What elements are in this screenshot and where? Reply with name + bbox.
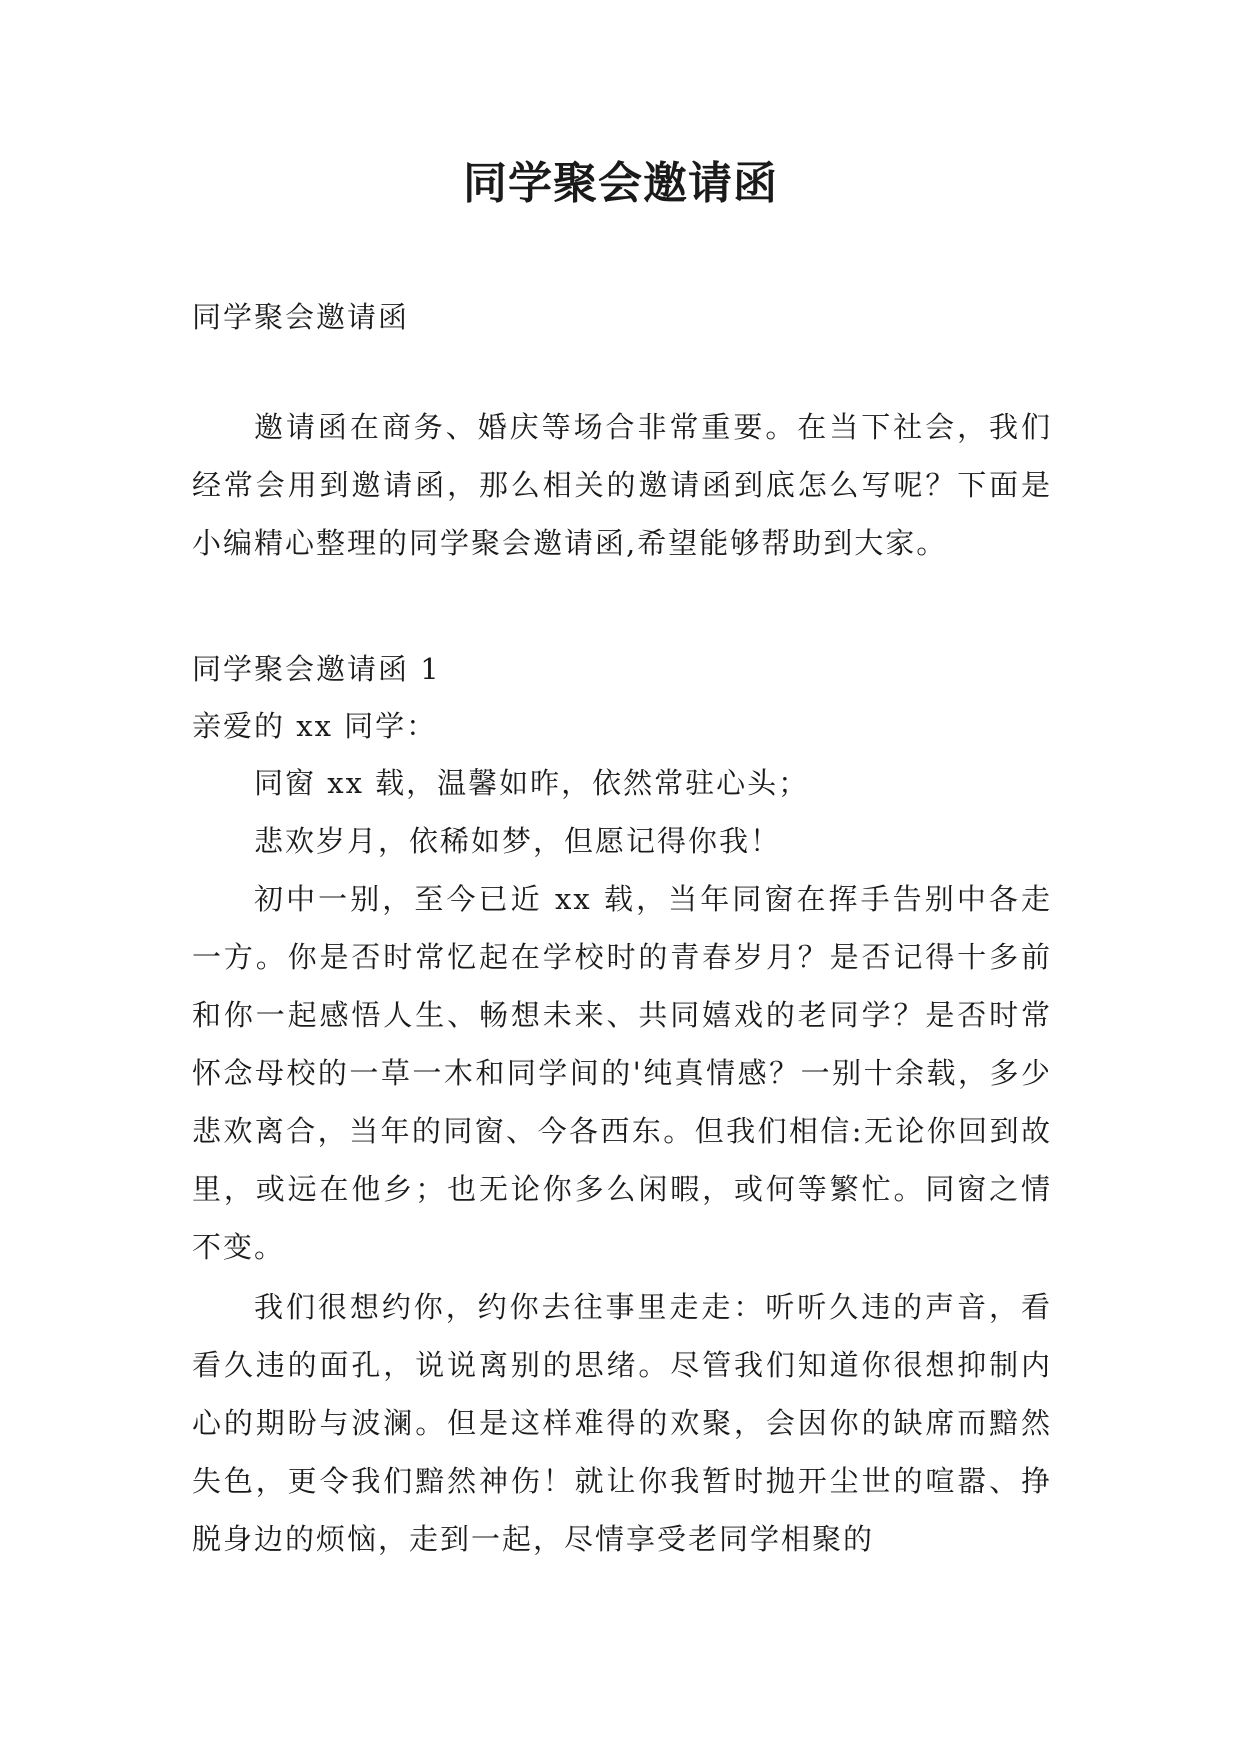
document-title: 同学聚会邀请函 xyxy=(463,158,778,209)
salutation: 亲爱的 xx 同学： xyxy=(192,709,438,743)
letter-paragraph: 我们很想约你，约你去往事里走走：听听久违的声音，看看久违的面孔，说说离别的思绪。尽管我们知道你很想抑制内心的期盼与波澜。但是这样难得的欢聚，会因你的缺席而黯然失色，更令我们黯然神伤！就让你我暂时抛开尘世的喧嚣、挣脱身边的烦恼，走到一起，尽情享受老同学相聚的 xyxy=(192,1290,1052,1556)
letter-paragraph: 初中一别，至今已近 xx 载，当年同窗在挥手告别中各走一方。你是否时常忆起在学校时的青春岁月？是否记得十多前和你一起感悟人生、畅想未来、共同嬉戏的老同学？是否时常怀念母校的一草一木和同学间的'纯真情感？一别十余载，多少悲欢离合，当年的同窗、今各西东。但我们相信:无论你回到故里，或远在他乡；也无论你多么闲暇，或何等繁忙。同窗之情不变。 xyxy=(192,882,1052,1264)
intro-paragraph: 邀请函在商务、婚庆等场合非常重要。在当下社会，我们经常会用到邀请函，那么相关的邀请函到底怎么写呢？下面是小编精心整理的同学聚会邀请函,希望能够帮助到大家。 xyxy=(192,410,1052,560)
letter-paragraph: 同窗 xx 载，温馨如昨，依然常驻心头； xyxy=(254,766,810,800)
document-subtitle: 同学聚会邀请函 xyxy=(192,300,410,334)
letter-paragraph: 悲欢岁月，依稀如梦，但愿记得你我！ xyxy=(254,824,782,858)
section-heading: 同学聚会邀请函 1 xyxy=(192,652,441,686)
